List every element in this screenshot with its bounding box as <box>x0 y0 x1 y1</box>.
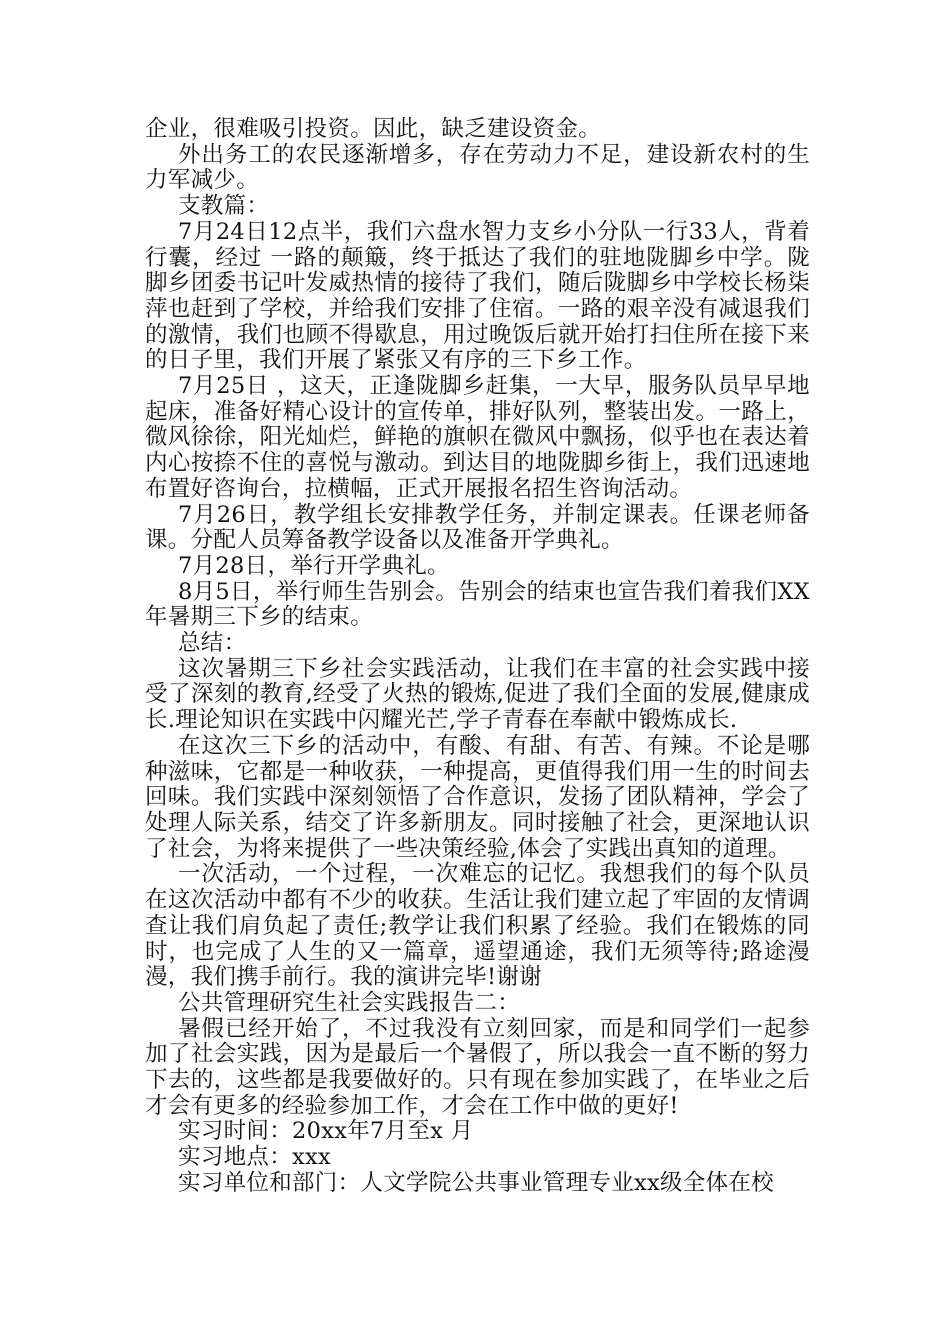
field-internship-time: 实习时间：20xx年7月至x 月 <box>178 1118 474 1145</box>
paragraph-july-25: 7月25日 ，这天，正逢陇脚乡赶集，一大早，服务队员早早地起床，准备好精心设计的宣传单，排好队列，整装出发。一路上，微风徐徐，阳光灿烂，鲜艳的旗帜在微风中飘扬，似乎也在表达着内心按捺不住的喜悦与激动。到达目的地陇脚乡街上，我们迅速地布置好咨询台，拉横幅，正式开展报名招生咨询活动。 <box>145 373 810 502</box>
document-body <box>145 117 810 1197</box>
paragraph-summary-1: 这次暑期三下乡社会实践活动，让我们在丰富的社会实践中接受了深刻的教育,经受了火热的锻炼,促进了我们全面的发展,健康成长.理论知识在实践中闪耀光芒,学子青春在奉献中锻炼成长. <box>145 655 810 734</box>
paragraph-july-26: 7月26日，教学组长安排教学任务，并制定课表。任课老师备课。分配人员筹备教学设备以及准备开学典礼。 <box>145 501 810 554</box>
paragraph-july-28: 7月28日，举行开学典礼。 <box>178 552 450 579</box>
paragraph-intro-continuation: 企业，很难吸引投资。因此，缺乏建设资金。 <box>145 116 602 142</box>
field-internship-unit: 实习单位和部门：人文学院公共事业管理专业xx级全体在校 <box>178 1169 774 1196</box>
paragraph-summary-2: 在这次三下乡的活动中，有酸、有甜、有苦、有辣。不论是哪种滋味，它都是一种收获，一种提高，更值得我们用一生的时间去回味。我们实践中深刻领悟了合作意识，发扬了团队精神，学会了处理人际关系，结交了许多新朋友。同时接触了社会，更深地认识了社会，为将来提供了一些决策经验,体会了实践出真知的道理。 <box>145 732 810 862</box>
field-internship-location: 实习地点：xxx <box>178 1144 331 1171</box>
section-heading-report-two: 公共管理研究生社会实践报告二： <box>178 989 521 1016</box>
paragraph-summary-3: 一次活动，一个过程，一次难忘的记忆。我想我们的每个队员在这次活动中都有不少的收获。生活让我们建立起了牢固的友情调查让我们肩负起了责任;教学让我们积累了经验。我们在锻炼的同时，也完成了人生的又一篇章，遥望通途，我们无须等待;路途漫漫，我们携手前行。我的演讲完毕!谢谢 <box>145 861 810 991</box>
paragraph-report-two-intro: 暑假已经开始了，不过我没有立刻回家，而是和同学们一起参加了社会实践，因为是最后一个暑假了，所以我会一直不断的努力下去的，这些都是我要做好的。只有现在参加实践了，在毕业之后才会有更多的经验参加工作，才会在工作中做的更好! <box>145 1015 810 1119</box>
section-heading-summary: 总结： <box>178 630 247 657</box>
paragraph-august-5: 8月5日，举行师生告别会。告别会的结束也宣告我们着我们XX年暑期三下乡的结束。 <box>145 578 810 631</box>
paragraph-july-24: 7月24日12点半，我们六盘水智力支乡小分队一行33人，背着行囊，经过 一路的颠簸，终于抵达了我们的驻地陇脚乡中学。陇脚乡团委书记叶发威热情的接待了我们，随后陇脚乡中学校长杨柒萍也赶到了学校，并给我们安排了住宿。一路的艰辛没有减退我们的激情，我们也顾不得歇息，用过晚饭后就开始打扫住所在接下来的日子里，我们开展了紧张又有序的三下乡工作。 <box>145 218 810 374</box>
section-heading-teaching: 支教篇： <box>178 193 270 220</box>
paragraph-labor-shortage: 外出务工的农民逐渐增多，存在劳动力不足，建设新农村的生力军减少。 <box>145 141 810 194</box>
